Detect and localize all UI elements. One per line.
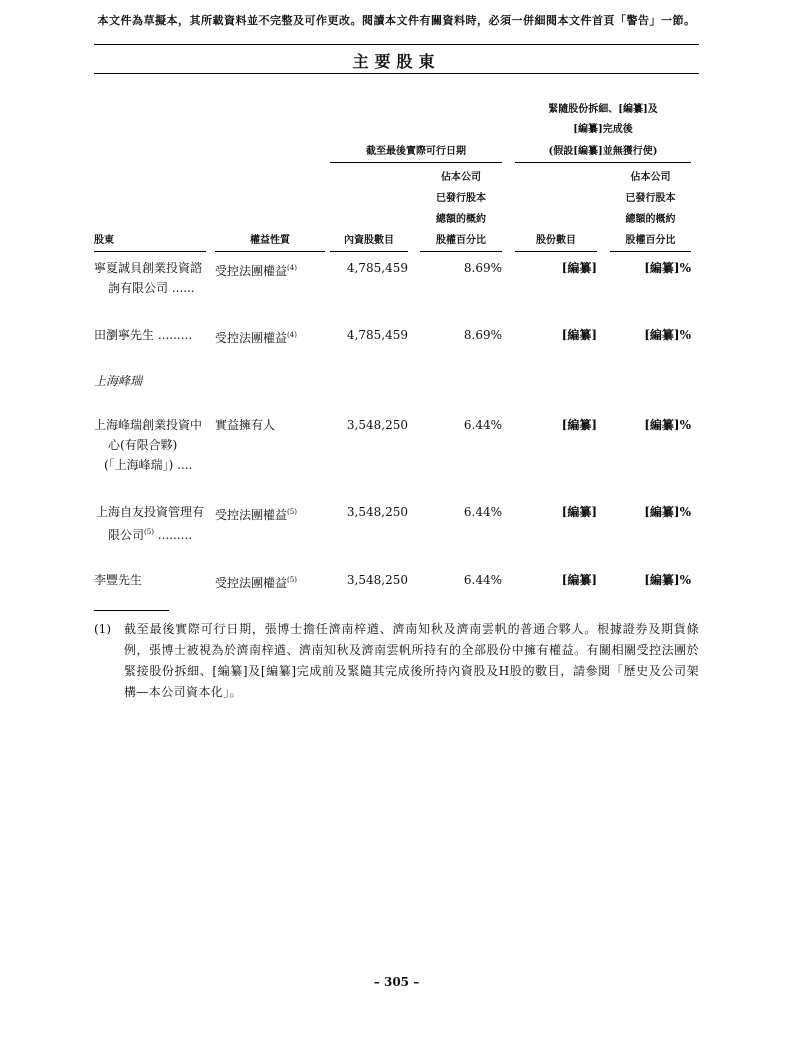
group-a-header: 截至最後實際可行日期 (366, 146, 466, 157)
table-row-name: 李豐先生 (94, 573, 143, 587)
col-pct-a-line2: 已發行股本 (436, 193, 486, 204)
table-row-shares: [編纂] (561, 418, 597, 432)
table-row-nature: 受控法團權益$^{(5)}$ (215, 508, 297, 522)
footnote-rule (94, 610, 169, 611)
footnote (94, 619, 699, 703)
table-row-nature: 受控法團權益$^{(4)}$ (215, 331, 297, 345)
table-row-shares: [編纂] (561, 505, 597, 519)
title-top-rule (94, 44, 699, 45)
table-row-pct-b: [編纂]% (644, 328, 691, 342)
table-row-nature: 受控法團權益$^{(4)}$ (215, 264, 297, 278)
table-row-domestic: 4,785,459 (346, 328, 408, 342)
group-b-underline (515, 162, 691, 163)
col-pct-b-line4: 股權百分比 (625, 235, 676, 246)
col-domestic-underline (330, 251, 408, 252)
table-row-pct: 6.44% (463, 418, 502, 432)
table-row-nature: 實益擁有人 (215, 418, 276, 432)
table-row-pct: 6.44% (463, 505, 502, 519)
draft-warning: 本文件為草擬本，其所載資料並不完整及可作更改。閱讀本文件有關資料時，必須一併細閱本文件首頁「警告」一節。 (97, 14, 696, 27)
group-b-header-line1: 緊隨股份拆細、[編纂]及 (548, 104, 658, 115)
footnote-mark: (1) (94, 622, 111, 636)
footnote-text: 截至最後實際可行日期，張博士擔任濟南梓遒、濟南知秋及濟南雲帆的普通合夥人。根據證券及期貨條例，張博士被視為於濟南梓遒、濟南知秋及濟南雲帆所持有的全部股份中擁有權益。有關相關受控法團於緊接股份拆細、[編纂]及[編纂]完成前及緊隨其完成後所持內資股及H股的數目，請參閱「歷史及公司架構—本公司資本化」。 (124, 622, 699, 699)
group-b-header-line3: (假設[編纂]並無獲行使) (548, 146, 658, 157)
col-pct-b-underline (610, 251, 691, 252)
col-pct-a-underline (420, 251, 502, 252)
col-nature-underline (215, 251, 325, 252)
col-shareholder-underline (94, 251, 206, 252)
col-domestic-shares: 內資股數目 (344, 235, 394, 246)
table-row-pct-b: [編纂]% (644, 505, 691, 519)
table-row-nature: 受控法團權益$^{(5)}$ (215, 576, 297, 590)
col-pct-a-line1: 佔本公司 (441, 172, 481, 183)
table-row-shares: [編纂] (561, 261, 597, 275)
col-shareholder: 股東 (94, 235, 114, 246)
group-label: 上海峰瑞 (94, 374, 143, 388)
table-row-pct: 8.69% (463, 261, 502, 275)
table-row-domestic: 3,548,250 (346, 418, 408, 432)
table-row-shares: [編纂] (561, 573, 597, 587)
table-row-domestic: 3,548,250 (346, 505, 408, 519)
table-row-domestic: 4,785,459 (346, 261, 408, 275)
page-number: – 305 – (373, 975, 420, 989)
col-pct-b-line2: 已發行股本 (625, 193, 676, 204)
title-bottom-rule (94, 73, 699, 74)
table-row-name: 上海峰瑞創業投資中 心(有限合夥) (「上海峰瑞」) .... (94, 418, 203, 472)
col-pct-a-line4: 股權百分比 (436, 235, 486, 246)
table-row-shares: [編纂] (561, 328, 597, 342)
col-pct-b-line3: 總額的概約 (625, 214, 676, 225)
col-shares: 股份數目 (536, 235, 576, 246)
table-row-name: 上海自友投資管理有 限公司$^{(5)}$ ......... (96, 505, 205, 542)
table-row-pct: 8.69% (463, 328, 502, 342)
table-row-name: 田瀏寧先生 ......... (94, 328, 193, 342)
col-nature: 權益性質 (250, 235, 290, 246)
table-row-name: 寧夏誠貝創業投資諮 詢有限公司 ...... (94, 261, 203, 295)
table-row-pct-b: [編纂]% (644, 418, 691, 432)
col-pct-a-line3: 總額的概約 (436, 214, 486, 225)
col-pct-b-line1: 佔本公司 (630, 172, 671, 183)
page-title: 主要股東 (352, 52, 441, 71)
col-shares-underline (515, 251, 597, 252)
table-row-domestic: 3,548,250 (346, 573, 408, 587)
table-row-pct-b: [編纂]% (644, 573, 691, 587)
table-row-pct-b: [編纂]% (644, 261, 691, 275)
table-row-pct: 6.44% (463, 573, 502, 587)
group-a-underline (330, 162, 502, 163)
group-b-header-line2: [編纂]完成後 (573, 124, 633, 135)
